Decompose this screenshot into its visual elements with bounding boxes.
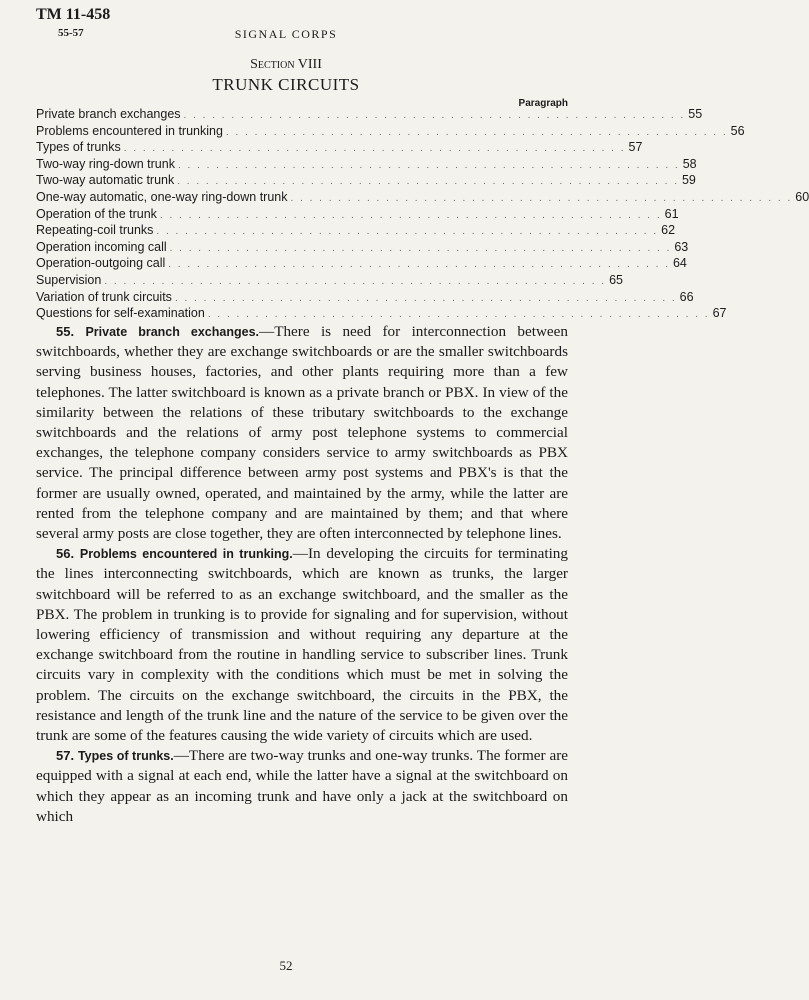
toc-number: 55 — [688, 107, 703, 121]
toc-row — [36, 223, 676, 240]
toc-title: Types of trunks — [36, 140, 121, 155]
toc-number: 62 — [661, 223, 676, 238]
toc-leader: . . . . . . . . . . . . . . . . . . . . . . . . . . . . . . . . . . . . . . . . . . . . . . . . . . . . . — [169, 242, 672, 254]
manual-number: TM 11-458 — [36, 6, 111, 23]
running-title: SIGNAL CORPS — [234, 27, 338, 41]
toc-row — [36, 140, 643, 157]
toc-leader: . . . . . . . . . . . . . . . . . . . . . . . . . . . . . . . . . . . . . . . . . . . . . . . . . . . . . — [207, 309, 710, 321]
toc-leader: . . . . . . . . . . . . . . . . . . . . . . . . . . . . . . . . . . . . . . . . . . . . . . . . . . . . . — [123, 143, 626, 155]
paragraph-heading: Types of trunks. — [77, 749, 174, 764]
toc-title: Problems encountered in trunking — [36, 123, 223, 138]
toc-title: One-way automatic, one-way ring-down trunk — [36, 189, 288, 204]
toc-leader: . . . . . . . . . . . . . . . . . . . . . . . . . . . . . . . . . . . . . . . . . . . . . . . . . . . . . — [168, 259, 670, 271]
toc-number: 61 — [664, 206, 679, 221]
toc-row — [36, 206, 679, 224]
toc-number: 67 — [712, 306, 727, 321]
toc-number: 63 — [674, 239, 689, 254]
toc-row — [36, 189, 809, 207]
page-number: 52 — [279, 958, 293, 973]
paragraph-text: —There is need for interconnection between switchboards, whether they are exchange switchboards or are the smaller switchboards serving business houses, factories, and other plants requiring more than a few telephones. The latter switchboard is known as a private branch or PBX. In view of the similarity between the relations of these tributary switchboards to the exchange switchboards and the relations of army post telephone systems to commercial exchanges, the telephone company considers service to army switchboards as PBX service. The principal difference between army post systems and PBX's is that the former are usually owned, operated, and maintained by the army, while the latter are rented from the telephone company and are maintained by them; and that where several army posts are close together, they are often interconnected by telephone lines. — [36, 323, 569, 543]
toc-row — [36, 173, 696, 190]
paragraph-number: 56. — [56, 546, 75, 562]
toc-title: Operation-outgoing call — [36, 256, 166, 271]
toc-row — [36, 123, 745, 141]
toc-leader: . . . . . . . . . . . . . . . . . . . . . . . . . . . . . . . . . . . . . . . . . . . . . . . . . . . . . — [183, 110, 686, 121]
table-of-contents — [36, 107, 809, 323]
toc-title: Private branch exchanges — [36, 107, 181, 121]
toc-row — [36, 156, 697, 174]
paragraph-57 — [36, 746, 568, 827]
toc-title: Two-way ring-down trunk — [36, 156, 175, 171]
toc-row — [36, 239, 689, 257]
toc-number: 65 — [609, 272, 623, 287]
paragraph-range: 55-57 — [58, 27, 84, 39]
toc-leader: . . . . . . . . . . . . . . . . . . . . . . . . . . . . . . . . . . . . . . . . . . . . . . . . . . . . . — [174, 292, 677, 304]
toc-number: 56 — [730, 123, 745, 138]
section-title: TRUNK CIRCUITS — [212, 75, 360, 94]
paragraph-55 — [36, 322, 568, 544]
toc-number: 57 — [628, 140, 643, 155]
toc-leader: . . . . . . . . . . . . . . . . . . . . . . . . . . . . . . . . . . . . . . . . . . . . . . . . . . . . . — [177, 176, 679, 188]
toc-title: Repeating-coil trunks — [36, 223, 154, 238]
paragraph-heading: Private branch exchanges. — [85, 325, 259, 339]
paragraph-text: —There are two-way trunks and one-way trunks. The former are equipped with a signal at each end, while the latter have a signal at the switchboard on which they appear as an incoming trunk and have only a jack at the switchboard on which — [36, 747, 569, 825]
toc-title: Two-way automatic trunk — [36, 173, 175, 188]
toc-leader: . . . . . . . . . . . . . . . . . . . . . . . . . . . . . . . . . . . . . . . . . . . . . . . . . . . . . — [159, 209, 662, 221]
toc-title: Questions for self-examination — [36, 306, 205, 321]
toc-number: 60 — [795, 189, 809, 204]
paragraph-text: —In developing the circuits for terminating the lines interconnecting switchboards, which are known as trunks, the larger switchboard will be referred to as an exchange switchboard, and the smaller as the PBX. The problem in trunking is to provide for signaling and for supervision, without lowering efficiency of transmission and without requiring any departure at the exchange switchboard from the routine in handling service to subscriber lines. Trunk circuits vary in complexity with the conditions which must be met in solving the problem. The circuits on the exchange switchboard, the circuits in the PBX, the resistance and length of the trunk line and the nature of the service to be given over the trunk are some of the features causing the wide variety of circuits which are used. — [36, 545, 568, 745]
toc-title: Operation of the trunk — [36, 206, 157, 221]
paragraph-56 — [36, 544, 568, 746]
toc-number: 58 — [682, 156, 697, 171]
toc-title: Supervision — [36, 272, 102, 287]
section-number: Section VIII — [250, 57, 322, 72]
paragraph-number: 55. — [56, 324, 75, 339]
toc-leader: . . . . . . . . . . . . . . . . . . . . . . . . . . . . . . . . . . . . . . . . . . . . . . . . . . . . . — [177, 159, 680, 171]
toc-leader: . . . . . . . . . . . . . . . . . . . . . . . . . . . . . . . . . . . . . . . . . . . . . . . . . . . . . — [225, 126, 728, 138]
paragraph-column-label: Paragraph — [518, 98, 568, 109]
toc-leader: . . . . . . . . . . . . . . . . . . . . . . . . . . . . . . . . . . . . . . . . . . . . . . . . . . . . . — [290, 192, 793, 204]
toc-row — [36, 107, 703, 124]
toc-number: 64 — [672, 256, 687, 271]
toc-title: Variation of trunk circuits — [36, 289, 172, 304]
paragraph-heading: Problems encountered in trunking. — [79, 547, 293, 562]
toc-row — [36, 256, 687, 273]
toc-row — [36, 306, 727, 323]
toc-row — [36, 289, 694, 307]
toc-number: 66 — [679, 289, 694, 304]
toc-leader: . . . . . . . . . . . . . . . . . . . . . . . . . . . . . . . . . . . . . . . . . . . . . . . . . . . . . — [156, 226, 659, 238]
toc-leader: . . . . . . . . . . . . . . . . . . . . . . . . . . . . . . . . . . . . . . . . . . . . . . . . . . . . . — [104, 275, 607, 287]
paragraph-number: 57. — [56, 748, 75, 764]
body-text — [36, 322, 568, 827]
toc-number: 59 — [681, 173, 696, 188]
toc-title: Operation incoming call — [36, 239, 167, 254]
toc-row — [36, 272, 623, 290]
